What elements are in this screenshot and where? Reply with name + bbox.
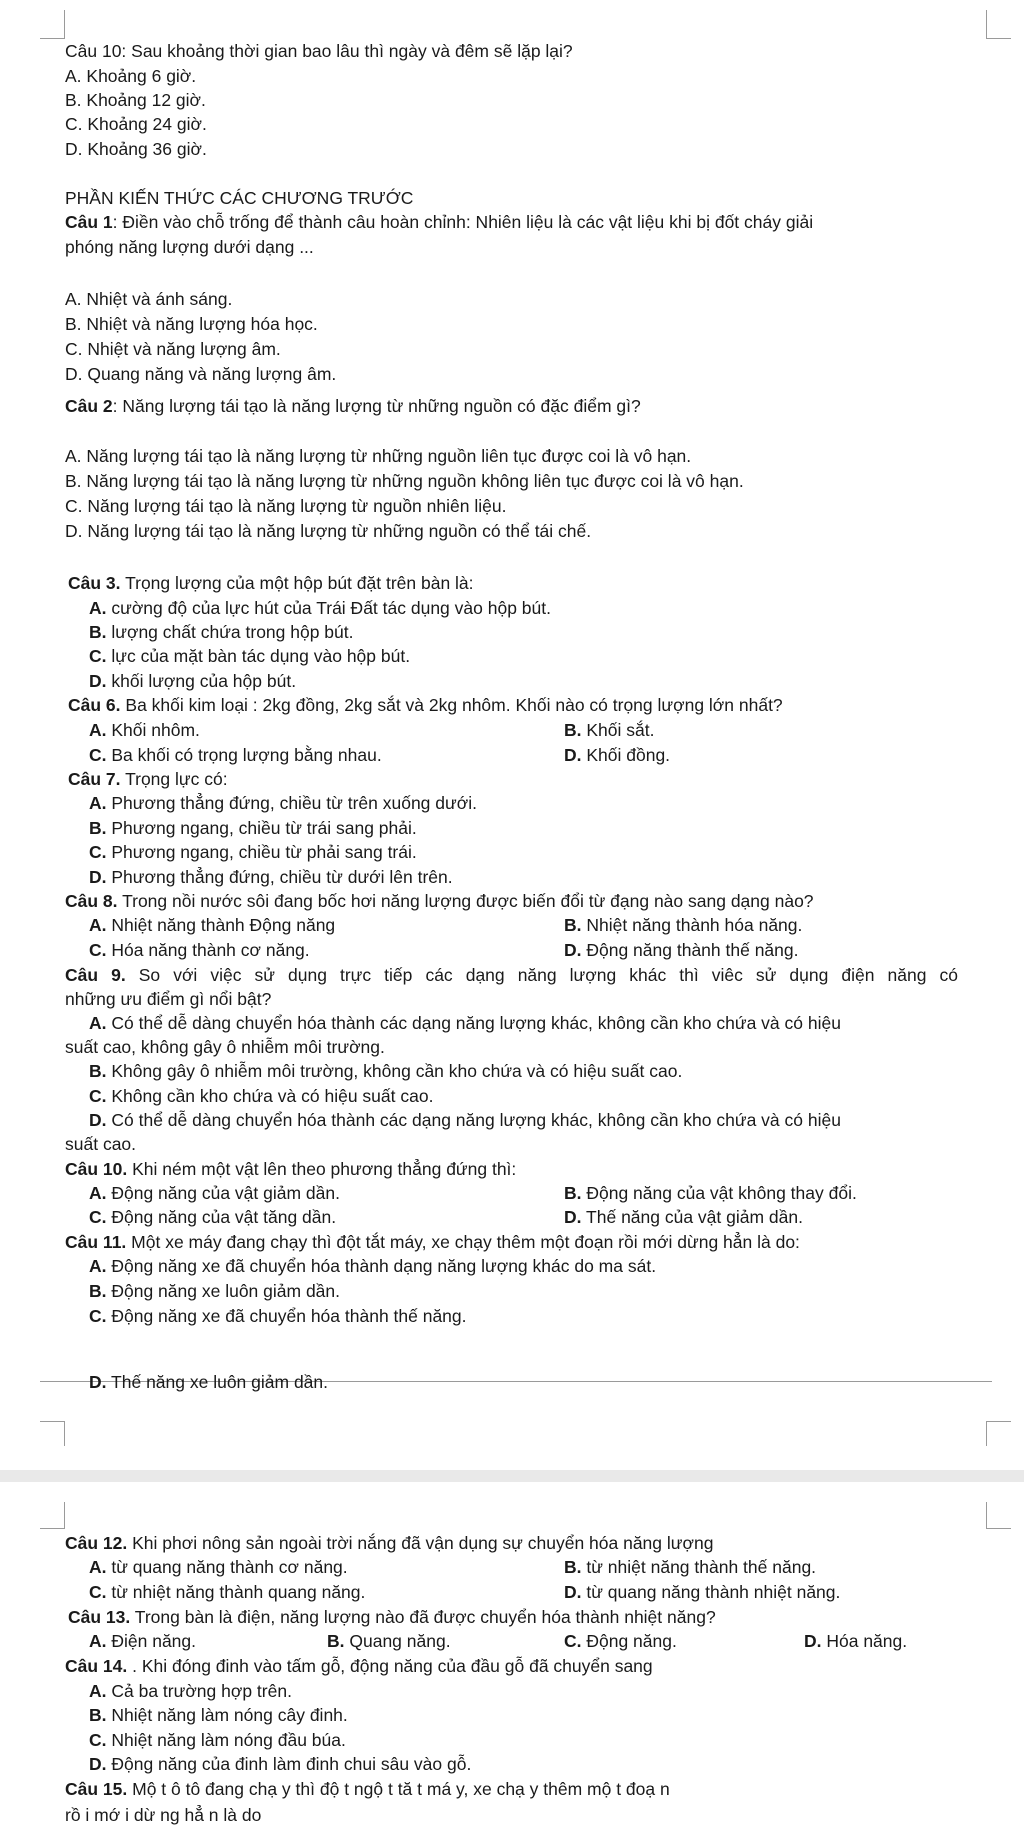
- answer-option: [89, 1371, 328, 1393]
- answer-option: A. Năng lượng tái tạo là năng lượng từ những nguồn liên tục được coi là vô hạn.: [65, 446, 692, 466]
- answer-option: [89, 1012, 841, 1034]
- answer-option: [89, 1630, 196, 1652]
- option-letter: C.: [89, 745, 107, 765]
- answer-option: C. Năng lượng tái tạo là năng lượng từ nguồn nhiên liệu.: [65, 496, 507, 516]
- answer-option: [89, 1280, 340, 1302]
- option-text: Thế năng của vật giảm dần.: [581, 1207, 803, 1227]
- question-label: Câu 15.: [65, 1779, 128, 1799]
- option-text: lực của mặt bàn tác dụng vào hộp bút.: [106, 646, 411, 666]
- question-stem: [65, 211, 813, 233]
- option-text: Động năng xe đã chuyển hóa thành dạng năng lượng khác do ma sát.: [106, 1256, 657, 1276]
- option-letter: B.: [327, 1631, 345, 1651]
- answer-option: [89, 1182, 340, 1204]
- option-text: Có thể dễ dàng chuyển hóa thành các dạng năng lượng khác, không cần kho chứa và có hiệu: [106, 1013, 841, 1033]
- question-label: Câu 1: [65, 212, 113, 232]
- question-label: Câu 8.: [65, 891, 118, 911]
- option-letter: D.: [564, 1582, 582, 1602]
- option-text: Động năng thành thế năng.: [581, 940, 799, 960]
- question-label: Câu 14.: [65, 1656, 128, 1676]
- question-stem: [65, 1778, 670, 1800]
- answer-option: [89, 1206, 336, 1228]
- answer-option: A. Khoảng 6 giờ.: [65, 66, 197, 86]
- question-text: Ba khối kim loại : 2kg đồng, 2kg sắt và 2kg nhôm. Khối nào có trọng lượng lớn nhất?: [120, 695, 783, 715]
- answer-option: B. Khoảng 12 giờ.: [65, 90, 206, 110]
- option-letter: C.: [89, 1207, 107, 1227]
- option-letter: C.: [89, 1086, 107, 1106]
- answer-option: D. Năng lượng tái tạo là năng lượng từ những nguồn có thể tái chế.: [65, 521, 592, 541]
- option-letter: C.: [89, 1582, 107, 1602]
- question-text: . Khi đóng đinh vào tấm gỗ, động năng của đầu gỗ đã chuyển sang: [127, 1656, 653, 1676]
- question-stem-cont: những ưu điểm gì nổi bật?: [65, 989, 272, 1009]
- question-stem: [65, 1231, 800, 1253]
- option-letter: A.: [89, 1183, 107, 1203]
- option-letter: A.: [89, 1256, 107, 1276]
- question-text: Trong nồi nước sôi đang bốc hơi năng lượng được biến đổi từ đạng nào sang dạng nào?: [117, 891, 814, 911]
- option-letter: A.: [89, 1013, 107, 1033]
- question-label: Câu 10.: [65, 1159, 128, 1179]
- option-letter: A.: [89, 793, 107, 813]
- option-letter: C.: [89, 1306, 107, 1326]
- option-letter: C.: [89, 1730, 107, 1750]
- option-text: Nhiệt năng thành hóa năng.: [581, 915, 803, 935]
- question-label: Câu 7.: [68, 769, 121, 789]
- crop-mark-top-right: [986, 10, 1011, 39]
- question-stem: [65, 1532, 713, 1554]
- option-letter: C.: [89, 842, 107, 862]
- option-letter: D.: [89, 671, 107, 691]
- question-stem-cont: rồ i mớ i dừ ng hẳ n là do: [65, 1805, 262, 1825]
- crop-mark-top-left: [40, 10, 65, 39]
- question-label: Câu 11.: [65, 1232, 127, 1252]
- question-stem: [68, 768, 228, 790]
- answer-option: [564, 939, 799, 961]
- option-letter: D.: [564, 745, 582, 765]
- option-letter: D.: [89, 1754, 107, 1774]
- answer-option: [89, 939, 310, 961]
- question-text: Trong bàn là điện, năng lượng nào đã được chuyển hóa thành nhiệt năng?: [130, 1607, 716, 1627]
- question-stem: [68, 572, 474, 594]
- answer-option: [89, 744, 382, 766]
- option-text: Động năng của vật không thay đổi.: [581, 1183, 857, 1203]
- answer-option: [89, 1680, 292, 1702]
- answer-option-cont: suất cao.: [65, 1134, 137, 1154]
- question-stem: Câu 10: Sau khoảng thời gian bao lâu thì ngày và đêm sẽ lặp lại?: [65, 41, 573, 61]
- answer-option: [89, 719, 200, 741]
- answer-option: [89, 1085, 433, 1107]
- option-text: Nhiệt năng thành Động năng: [106, 915, 336, 935]
- question-label: Câu 13.: [68, 1607, 131, 1627]
- crop-mark-bottom-right: [986, 1421, 1011, 1446]
- question-text: Trọng lượng của một hộp bút đặt trên bàn là:: [120, 573, 474, 593]
- question-label: Câu 12.: [65, 1533, 128, 1553]
- option-letter: B.: [89, 1061, 107, 1081]
- option-text: Động năng của vật giảm dần.: [106, 1183, 340, 1203]
- answer-option: [89, 914, 335, 936]
- answer-option: [564, 914, 802, 936]
- answer-option: [564, 1630, 677, 1652]
- option-text: Khối nhôm.: [106, 720, 200, 740]
- answer-option: [89, 1255, 656, 1277]
- answer-option: D. Khoảng 36 giờ.: [65, 139, 207, 159]
- question-text: So với việc sử dụng trực tiếp các dạng năng lượng khác thì viêc sử dụng điện năng có: [125, 965, 958, 985]
- option-text: Phương thẳng đứng, chiều từ dưới lên trên.: [106, 867, 453, 887]
- answer-option: [564, 1556, 816, 1578]
- question-stem: [65, 395, 641, 417]
- option-text: Hóa năng thành cơ năng.: [106, 940, 310, 960]
- question-stem: [65, 890, 814, 912]
- option-text: Khối sắt.: [581, 720, 655, 740]
- option-letter: B.: [89, 622, 107, 642]
- answer-option: [89, 645, 410, 667]
- question-text: Một xe máy đang chạy thì đột tắt máy, xe chạy thêm một đoạn rồi mới dừng hẳn là do:: [126, 1232, 800, 1252]
- answer-option: [89, 1556, 348, 1578]
- answer-option: C. Nhiệt và năng lượng âm.: [65, 339, 281, 359]
- answer-option: C. Khoảng 24 giờ.: [65, 114, 207, 134]
- question-label: Câu 2: [65, 396, 113, 416]
- crop-mark-bottom-left: [40, 1421, 65, 1446]
- option-letter: D.: [564, 1207, 582, 1227]
- answer-option: B. Năng lượng tái tạo là năng lượng từ những nguồn không liên tục được coi là vô hạn.: [65, 471, 744, 491]
- option-text: Điện năng.: [106, 1631, 197, 1651]
- option-text: khối lượng của hộp bút.: [106, 671, 297, 691]
- option-text: Nhiệt năng làm nóng cây đinh.: [106, 1705, 348, 1725]
- crop-mark-top-right-page2: [986, 1502, 1011, 1529]
- question-stem: [65, 1655, 653, 1677]
- option-letter: B.: [564, 1557, 582, 1577]
- answer-option: [89, 1753, 471, 1775]
- answer-option: [564, 1182, 857, 1204]
- option-letter: A.: [89, 1681, 107, 1701]
- option-text: Phương ngang, chiều từ phải sang trái.: [106, 842, 417, 862]
- option-letter: A.: [89, 598, 107, 618]
- crop-mark-top-left-page2: [40, 1502, 65, 1529]
- option-text: Động năng của đinh làm đinh chui sâu vào gỗ.: [106, 1754, 472, 1774]
- option-text: Cả ba trường hợp trên.: [106, 1681, 292, 1701]
- option-text: Nhiệt năng làm nóng đầu búa.: [106, 1730, 346, 1750]
- page-break: [0, 1470, 1024, 1482]
- answer-option: A. Nhiệt và ánh sáng.: [65, 289, 233, 309]
- option-text: Hóa năng.: [821, 1631, 908, 1651]
- answer-option: [804, 1630, 907, 1652]
- option-letter: D.: [804, 1631, 822, 1651]
- question-text: Mộ t ô tô đang chạ y thì độ t ngộ t tă t má y, xe chạ y thêm mộ t đoạ n: [127, 1779, 670, 1799]
- option-text: Có thể dễ dàng chuyển hóa thành các dạng năng lượng khác, không cần kho chứa và có hiệu: [106, 1110, 841, 1130]
- question-text: : Năng lượng tái tạo là năng lượng từ những nguồn có đặc điểm gì?: [112, 396, 641, 416]
- answer-option: [89, 817, 417, 839]
- answer-option-cont: suất cao, không gây ô nhiễm môi trường.: [65, 1037, 385, 1057]
- question-text: : Điền vào chỗ trống để thành câu hoàn chỉnh: Nhiên liệu là các vật liệu khi bị đốt cháy giải: [112, 212, 814, 232]
- answer-option: [564, 719, 654, 741]
- option-letter: D.: [89, 867, 107, 887]
- option-letter: B.: [89, 818, 107, 838]
- answer-option: [89, 670, 296, 692]
- answer-option: [89, 866, 453, 888]
- answer-option: [564, 744, 670, 766]
- option-letter: D.: [564, 940, 582, 960]
- option-text: Ba khối có trọng lượng bằng nhau.: [106, 745, 382, 765]
- option-text: từ nhiệt năng thành quang năng.: [106, 1582, 366, 1602]
- option-text: Động năng.: [581, 1631, 677, 1651]
- answer-option: [327, 1630, 451, 1652]
- option-letter: C.: [89, 940, 107, 960]
- answer-option: [564, 1581, 840, 1603]
- question-label: Câu 9.: [65, 965, 126, 985]
- option-text: Phương thẳng đứng, chiều từ trên xuống dưới.: [106, 793, 477, 813]
- option-letter: A.: [89, 1557, 107, 1577]
- option-text: Không cần kho chứa và có hiệu suất cao.: [106, 1086, 434, 1106]
- question-stem: [65, 1158, 516, 1180]
- section-title: PHẦN KIẾN THỨC CÁC CHƯƠNG TRƯỚC: [65, 188, 414, 208]
- option-letter: B.: [564, 720, 582, 740]
- answer-option: [89, 792, 477, 814]
- answer-option: B. Nhiệt và năng lượng hóa học.: [65, 314, 318, 334]
- option-letter: A.: [89, 915, 107, 935]
- answer-option: [89, 1060, 682, 1082]
- option-text: Động năng xe luôn giảm dần.: [106, 1281, 340, 1301]
- question-text: Khi ném một vật lên theo phương thẳng đứng thì:: [127, 1159, 517, 1179]
- answer-option: [89, 1581, 365, 1603]
- option-letter: B.: [89, 1281, 107, 1301]
- question-stem: [65, 964, 958, 986]
- question-text: Trọng lực có:: [120, 769, 228, 789]
- answer-option: [89, 597, 551, 619]
- question-text: Khi phơi nông sản ngoài trời nắng đã vận dụng sự chuyển hóa năng lượng: [127, 1533, 714, 1553]
- option-text: từ quang năng thành nhiệt năng.: [581, 1582, 841, 1602]
- option-letter: C.: [89, 646, 107, 666]
- answer-option: [89, 621, 354, 643]
- option-text: Thế năng xe luôn giảm dần.: [106, 1372, 329, 1392]
- option-text: Động năng xe đã chuyển hóa thành thế năng.: [106, 1306, 467, 1326]
- question-stem-cont: phóng năng lượng dưới dạng ...: [65, 237, 314, 257]
- option-letter: B.: [564, 915, 582, 935]
- question-stem: [68, 1606, 716, 1628]
- option-letter: D.: [89, 1110, 107, 1130]
- option-text: Không gây ô nhiễm môi trường, không cần kho chứa và có hiệu suất cao.: [106, 1061, 683, 1081]
- answer-option: [564, 1206, 803, 1228]
- answer-option: [89, 1729, 346, 1751]
- option-letter: A.: [89, 720, 107, 740]
- option-letter: B.: [564, 1183, 582, 1203]
- option-text: Phương ngang, chiều từ trái sang phải.: [106, 818, 417, 838]
- option-letter: B.: [89, 1705, 107, 1725]
- option-text: cường độ của lực hút của Trái Đất tác dụng vào hộp bút.: [106, 598, 551, 618]
- answer-option: [89, 1109, 841, 1131]
- option-text: Quang năng.: [344, 1631, 451, 1651]
- option-letter: A.: [89, 1631, 107, 1651]
- option-text: lượng chất chứa trong hộp bút.: [106, 622, 354, 642]
- answer-option: D. Quang năng và năng lượng âm.: [65, 364, 337, 384]
- question-label: Câu 3.: [68, 573, 121, 593]
- option-text: từ nhiệt năng thành thế năng.: [581, 1557, 817, 1577]
- answer-option: [89, 1305, 467, 1327]
- answer-option: [89, 841, 417, 863]
- question-label: Câu 6.: [68, 695, 121, 715]
- option-text: Khối đồng.: [581, 745, 671, 765]
- option-letter: D.: [89, 1372, 107, 1392]
- question-stem: [68, 694, 783, 716]
- option-letter: C.: [564, 1631, 582, 1651]
- option-text: từ quang năng thành cơ năng.: [106, 1557, 348, 1577]
- option-text: Động năng của vật tăng dần.: [106, 1207, 337, 1227]
- answer-option: [89, 1704, 348, 1726]
